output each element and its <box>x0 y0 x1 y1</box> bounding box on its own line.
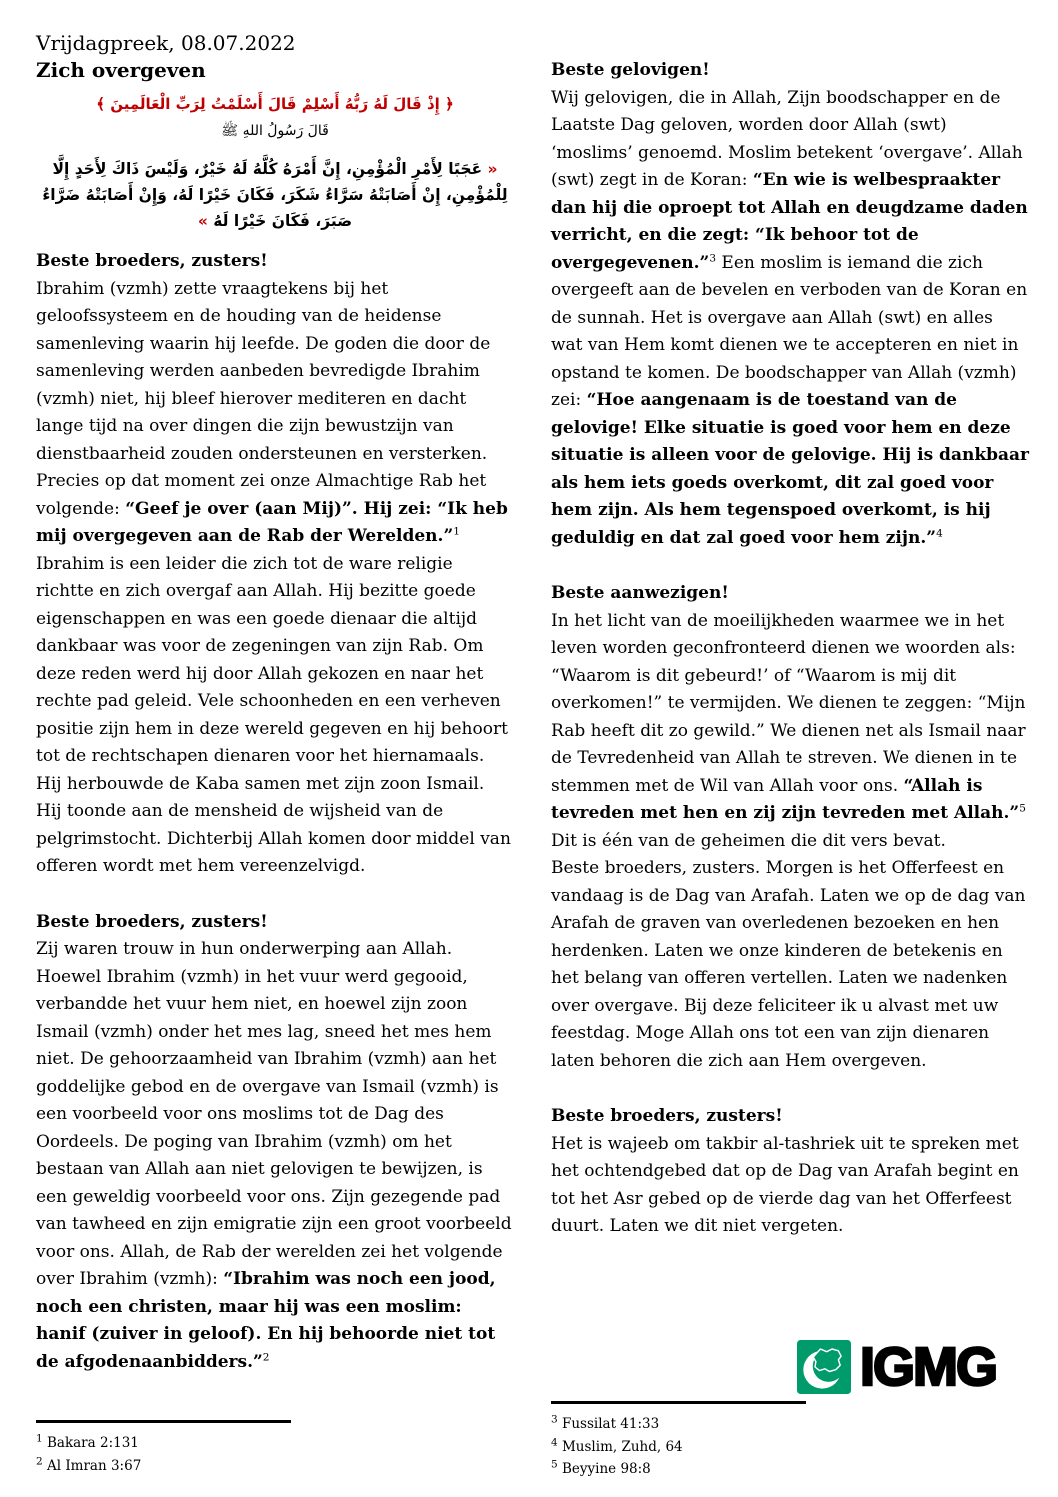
section-gelovigen <box>551 57 1029 552</box>
footnote-text: Al Imran 3:67 <box>46 1457 142 1474</box>
guillemet-close: » <box>197 212 214 230</box>
right-column <box>551 57 1029 1241</box>
section-broeders-3 <box>551 1103 1029 1241</box>
footnote-text: Fussilat 41:33 <box>561 1416 660 1432</box>
footnote-divider <box>551 1401 806 1404</box>
paragraph: Beste broeders, zusters. Morgen is het Offerfeest en vandaag is de Dag van Arafah. Laten we op de dag van Arafah de graven van overledenen bezoeken en hen herdenken. Laten we onze kinderen de betekenis en het belang van offeren vertellen. Laten we nadenken over overgave. Bij deze feliciteer ik u alvast met uw feestdag. Moge Allah ons tot een van zijn dienaren laten behoren die zich aan Hem overgeven. <box>551 858 1026 1071</box>
footnote-number: 5 <box>551 1458 558 1471</box>
arabic-hadith-text: عَجَبًا لِأَمْرِ الْمُؤْمِنِ، إِنَّ أَمْرَهُ كُلَّهُ لَهُ خَيْرٌ، وَلَيْسَ ذَاكَ لِأَحَدٍ إِلَّا لِلْمُؤْمِنِ، إِنْ أَصَابَتْهُ سَرَّاءُ شَكَرَ، فَكَانَ خَيْرًا لَهُ، وَإِنْ أَصَابَتْهُ ضَرَّاءُ صَبَرَ، فَكَانَ خَيْرًا لَهُ <box>42 160 508 230</box>
section-broeders-1 <box>36 248 514 881</box>
footnote <box>551 1458 1029 1481</box>
arabic-quran-verse: ﴿ إِذْ قَالَ لَهُ رَبُّهُ أَسْلِمْ قَالَ أَسْلَمْتُ لِرَبِّ الْعَالَمِينَ ﴾ <box>96 95 454 113</box>
arabic-hadith <box>36 156 514 234</box>
footnote-divider <box>36 1420 291 1423</box>
footnote-number: 3 <box>551 1413 558 1426</box>
page-title: Zich overgeven <box>36 58 206 82</box>
footnote-number: 1 <box>36 1432 43 1445</box>
section-heading: Beste broeders, zusters! <box>36 251 268 271</box>
footnote <box>36 1455 514 1478</box>
footnote <box>551 1413 1029 1436</box>
footnote-number: 4 <box>551 1436 558 1448</box>
section-heading: Beste broeders, zusters! <box>36 911 268 932</box>
footnote-text: Bakara 2:131 <box>46 1435 139 1451</box>
footnote-number: 2 <box>36 1455 43 1467</box>
section-aanwezigen <box>551 580 1029 1075</box>
footnote-text: Beyyine 98:8 <box>561 1461 651 1477</box>
footnote <box>36 1432 514 1455</box>
document-date: Vrijdagpreek, 08.07.2022 <box>36 31 296 55</box>
igmg-logo <box>797 1337 996 1397</box>
igmg-logo-text: IGMG <box>860 1337 996 1397</box>
section-heading: Beste gelovigen! <box>551 60 710 80</box>
footnotes-right <box>551 1401 1029 1481</box>
footnote-text: Muslim, Zuhd, 64 <box>561 1438 683 1455</box>
paragraph: Ibrahim (vzmh) zette vraagtekens bij het geloofssysteem en de houding van de heidense samenleving waarin hij leefde. De goden die door de samenleving werden aanbeden bevredigde Ibrahim (vzmh) niet, hij bleef hierover mediteren en dacht lange tijd na over dingen die zijn bewustzijn van dienstbaarheid zouden ondersteunen en versterken. Precies op dat moment zei onze Almachtige Rab het volgende: “Geef je over (aan Mij)”. Hij zei: “Ik heb mij overgegeven aan de Rab der Werelden.”$^1$ <box>36 278 508 546</box>
guillemet-open: « <box>482 160 498 178</box>
footnote <box>551 1436 1029 1459</box>
left-column <box>36 30 514 1376</box>
section-broeders-2 <box>36 909 514 1377</box>
section-heading: Beste broeders, zusters! <box>551 1106 783 1126</box>
footnotes-left <box>36 1420 514 1477</box>
section-heading: Beste aanwezigen! <box>551 583 729 603</box>
paragraph: Het is wajeeb om takbir al-tashriek uit te spreken met het ochtendgebed dat op de Dag van Arafah begint en tot het Asr gebed op de vierde dag van het Offerfeest duurt. Laten we dit niet vergeten. <box>551 1133 1019 1236</box>
arabic-rasul-line: قَالَ رَسُولُ اللهِ ﷺ <box>221 123 329 139</box>
paragraph: Ibrahim is een leider die zich tot de ware religie richtte en zich overgaf aan Allah. Hij bezitte goede eigenschappen en was een goede dienaar die altijd dankbaar was voor de zegeningen van zijn Rab. Om deze reden werd hij door Allah gekozen en naar het rechte pad geleid. Vele schoonheden en een verheven positie zijn hem in deze wereld gegeven en hij behoort tot de rechtschapen dienaren voor het hiernamaals. Hij herbouwde de Kaba samen met zijn zoon Ismail. Hij toonde aan de mensheid de wijsheid van de pelgrimstocht. Dichterbij Allah komen door middel van offeren wordt met hem vereenzelvigd. <box>36 553 511 876</box>
paragraph: Zij waren trouw in hun onderwerping aan Allah. Hoewel Ibrahim (vzmh) in het vuur werd gegooid, verbandde het vuur hem niet, en hoewel zijn zoon Ismail (vzmh) onder het mes lag, sneed het mes hem niet. De gehoorzaamheid van Ibrahim (vzmh) aan het goddelijke gebod en de overgave van Ismail (vzmh) is een voorbeeld voor ons moslims tot de Dag des Oordeels. De poging van Ibrahim (vzmh) om het bestaan van Allah aan niet gelovigen te bewijzen, is een geweldig voorbeeld voor ons. Zijn gezegende pad van tawheed en zijn emigratie zijn een groot voorbeeld voor ons. Allah, de Rab der werelden zei het volgende over Ibrahim (vzmh): “Ibrahim was noch een jood, noch een christen, maar hij was een moslim: hanif (zuiver in geloof). En hij behoorde niet tot de afgodenaanbidders.”$^2$ <box>36 939 512 1372</box>
arabic-block <box>36 90 514 234</box>
paragraph: Wij gelovigen, die in Allah, Zijn boodschapper en de Laatste Dag geloven, worden door Allah (swt) ‘moslims’ genoemd. Moslim betekent ‘overgave’. Allah (swt) zegt in de Koran: “En wie is welbespraakter dan hij die oproept tot Allah en deugdzame daden verricht, en die zegt: “Ik behoor tot de overgegevenen.”$^3$ Een moslim is iemand die zich overgeeft aan de bevelen en verboden van de Koran en de sunnah. Het is overgave aan Allah (swt) en alles wat van Hem komt dienen we te accepteren en niet in opstand te komen. De boodschapper van Allah (vzmh) zei: “Hoe aangenaam is de toestand van de gelovige! Elke situatie is goed voor hem en deze situatie is alleen voor de gelovige. Hij is dankbaar als hem iets goeds overkomt, dit zal goed voor hem zijn. Als hem tegenspoed overkomt, is hij geduldig en dat zal goed voor hem zijn.”$^4$ <box>551 87 1029 548</box>
igmg-crescent-europe-icon <box>797 1340 851 1394</box>
paragraph: In het licht van de moeilijkheden waarmee we in het leven worden geconfronteerd dienen we woorden als: “Waarom is dit gebeurd!’ of “Waarom is mij dit overkomen!” te vermijden. We dienen te zeggen: “Mijn Rab heeft dit zo gewild.” We dienen net als Ismail naar de Tevredenheid van Allah te streven. We dienen in te stemmen met de Wil van Allah voor ons. “Allah is tevreden met hen en zij zijn tevreden met Allah.”$^5$ Dit is één van de geheimen die dit vers bevat. <box>551 610 1026 851</box>
